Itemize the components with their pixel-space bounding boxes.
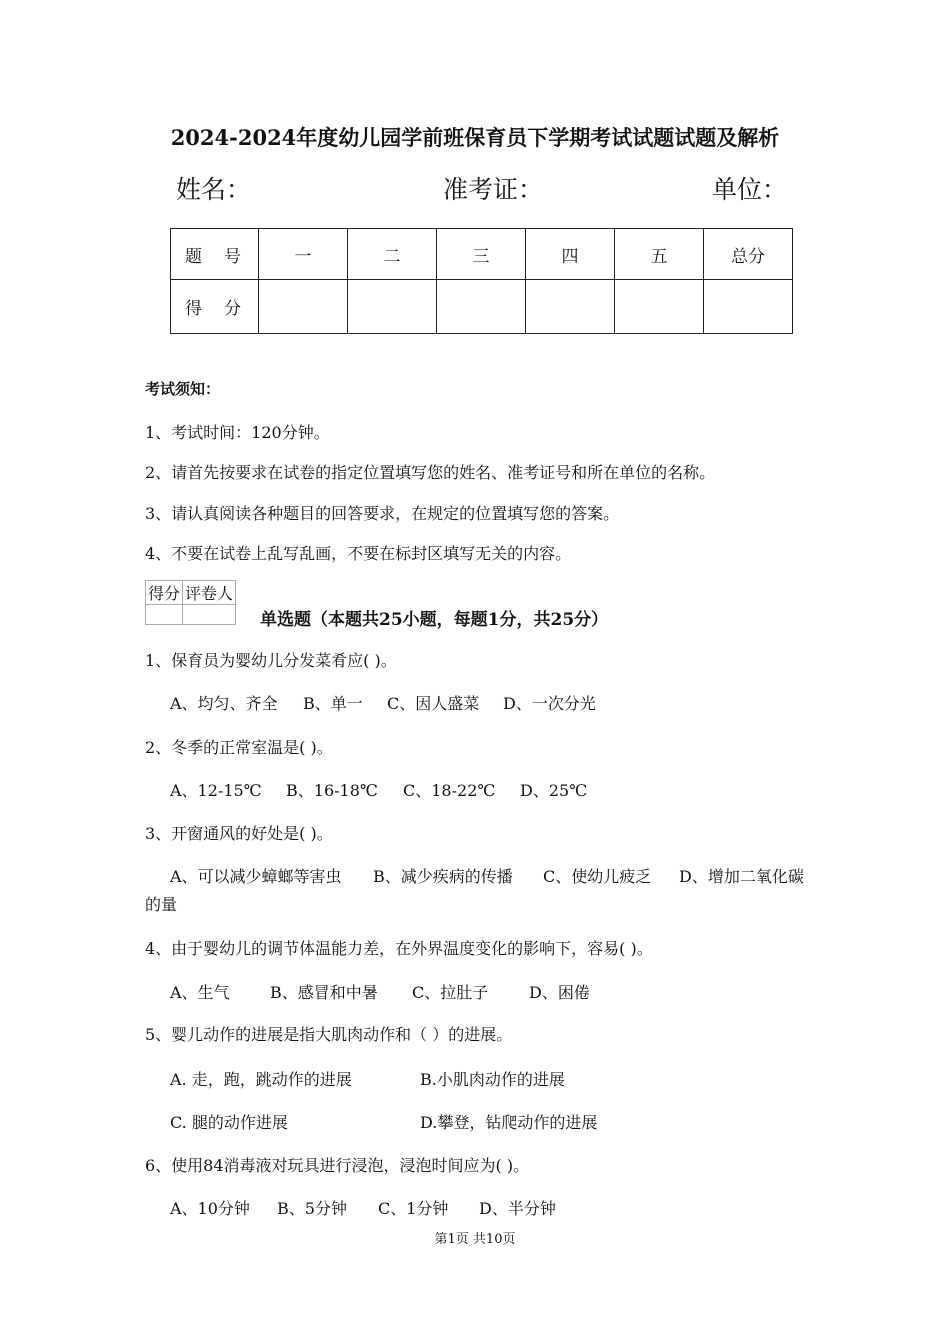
page-footer: 第1页 共10页 — [434, 1232, 516, 1247]
score-table — [170, 228, 793, 334]
question-2: 2、冬季的正常室温是( )。 — [145, 738, 333, 757]
header-cell-total: 总分 — [704, 229, 793, 280]
q3-option-d: D、增加二氧化碳 — [679, 867, 804, 886]
notice-item-1: 1、考试时间：120分钟。 — [145, 423, 330, 442]
question-4: 4、由于婴幼儿的调节体温能力差，在外界温度变化的影响下，容易( )。 — [145, 939, 653, 958]
q4-option-b: B、感冒和中暑 — [270, 983, 378, 1002]
score-cell-total[interactable] — [704, 280, 793, 334]
score-table-header-row — [171, 229, 793, 280]
name-label: 姓名： — [176, 175, 252, 204]
header-cell-5: 五 — [615, 229, 704, 280]
q1-option-c: C、因人盛菜 — [387, 694, 480, 713]
q6-option-a: A、10分钟 — [170, 1199, 250, 1218]
grader-score-label: 得分 — [146, 581, 183, 605]
score-cell-4[interactable] — [526, 280, 615, 334]
header-cell-1: 一 — [259, 229, 348, 280]
score-table-score-row — [171, 280, 793, 334]
question-1: 1、保育员为婴幼儿分发菜肴应( )。 — [145, 651, 397, 670]
q3-option-c: C、使幼儿疲乏 — [543, 867, 652, 886]
grader-score-cell[interactable] — [146, 605, 183, 625]
grader-table — [145, 580, 236, 625]
notice-item-2: 2、请首先按要求在试卷的指定位置填写您的姓名、准考证号和所在单位的名称。 — [145, 463, 716, 482]
score-label-cell: 得 分 — [171, 280, 259, 334]
q5-option-c: C. 腿的动作进展 — [170, 1113, 288, 1132]
q5-option-b: B.小肌肉动作的进展 — [420, 1070, 565, 1089]
header-cell-4: 四 — [526, 229, 615, 280]
question-5: 5、婴儿动作的进展是指大肌肉动作和（ ）的进展。 — [145, 1025, 513, 1044]
notice-heading: 考试须知： — [145, 380, 221, 398]
score-cell-3[interactable] — [437, 280, 526, 334]
q1-option-a: A、均匀、齐全 — [170, 694, 278, 713]
notice-item-3: 3、请认真阅读各种题目的回答要求，在规定的位置填写您的答案。 — [145, 504, 620, 523]
q6-option-d: D、半分钟 — [479, 1199, 556, 1218]
score-cell-1[interactable] — [259, 280, 348, 334]
q2-option-a: A、12-15℃ — [170, 781, 262, 800]
q2-option-c: C、18-22℃ — [403, 781, 496, 800]
header-cell-3: 三 — [437, 229, 526, 280]
notice-item-4: 4、不要在试卷上乱写乱画，不要在标封区填写无关的内容。 — [145, 544, 572, 563]
section-title: 单选题（本题共25小题，每题1分，共25分） — [260, 610, 609, 630]
question-3: 3、开窗通风的好处是( )。 — [145, 824, 333, 843]
q2-option-b: B、16-18℃ — [286, 781, 378, 800]
q4-option-c: C、拉肚子 — [412, 983, 489, 1002]
q4-option-d: D、困倦 — [529, 983, 590, 1002]
question-6: 6、使用84消毒液对玩具进行浸泡，浸泡时间应为( )。 — [145, 1156, 530, 1175]
header-cell-2: 二 — [348, 229, 437, 280]
score-cell-5[interactable] — [615, 280, 704, 334]
q5-option-d: D.攀登，钻爬动作的进展 — [420, 1113, 598, 1132]
q2-option-d: D、25℃ — [520, 781, 588, 800]
score-cell-2[interactable] — [348, 280, 437, 334]
exam-id-label: 准考证： — [443, 175, 544, 204]
q4-option-a: A、生气 — [170, 983, 230, 1002]
q3-option-b: B、减少疾病的传播 — [373, 867, 513, 886]
q6-option-b: B、5分钟 — [277, 1199, 347, 1218]
q1-option-b: B、单一 — [303, 694, 363, 713]
q1-option-d: D、一次分光 — [503, 694, 596, 713]
header-cell-question-number: 题 号 — [171, 229, 259, 280]
q3-option-a: A、可以减少蟑螂等害虫 — [170, 867, 342, 886]
q3-option-d-wrap: 的量 — [145, 895, 178, 914]
page-title: 2024-2024年度幼儿园学前班保育员下学期考试试题试题及解析 — [170, 125, 780, 150]
grader-name-cell[interactable] — [183, 605, 236, 625]
q6-option-c: C、1分钟 — [378, 1199, 449, 1218]
grader-name-label: 评卷人 — [183, 581, 236, 605]
unit-label: 单位： — [712, 175, 788, 204]
q5-option-a: A. 走，跑，跳动作的进展 — [170, 1070, 352, 1089]
